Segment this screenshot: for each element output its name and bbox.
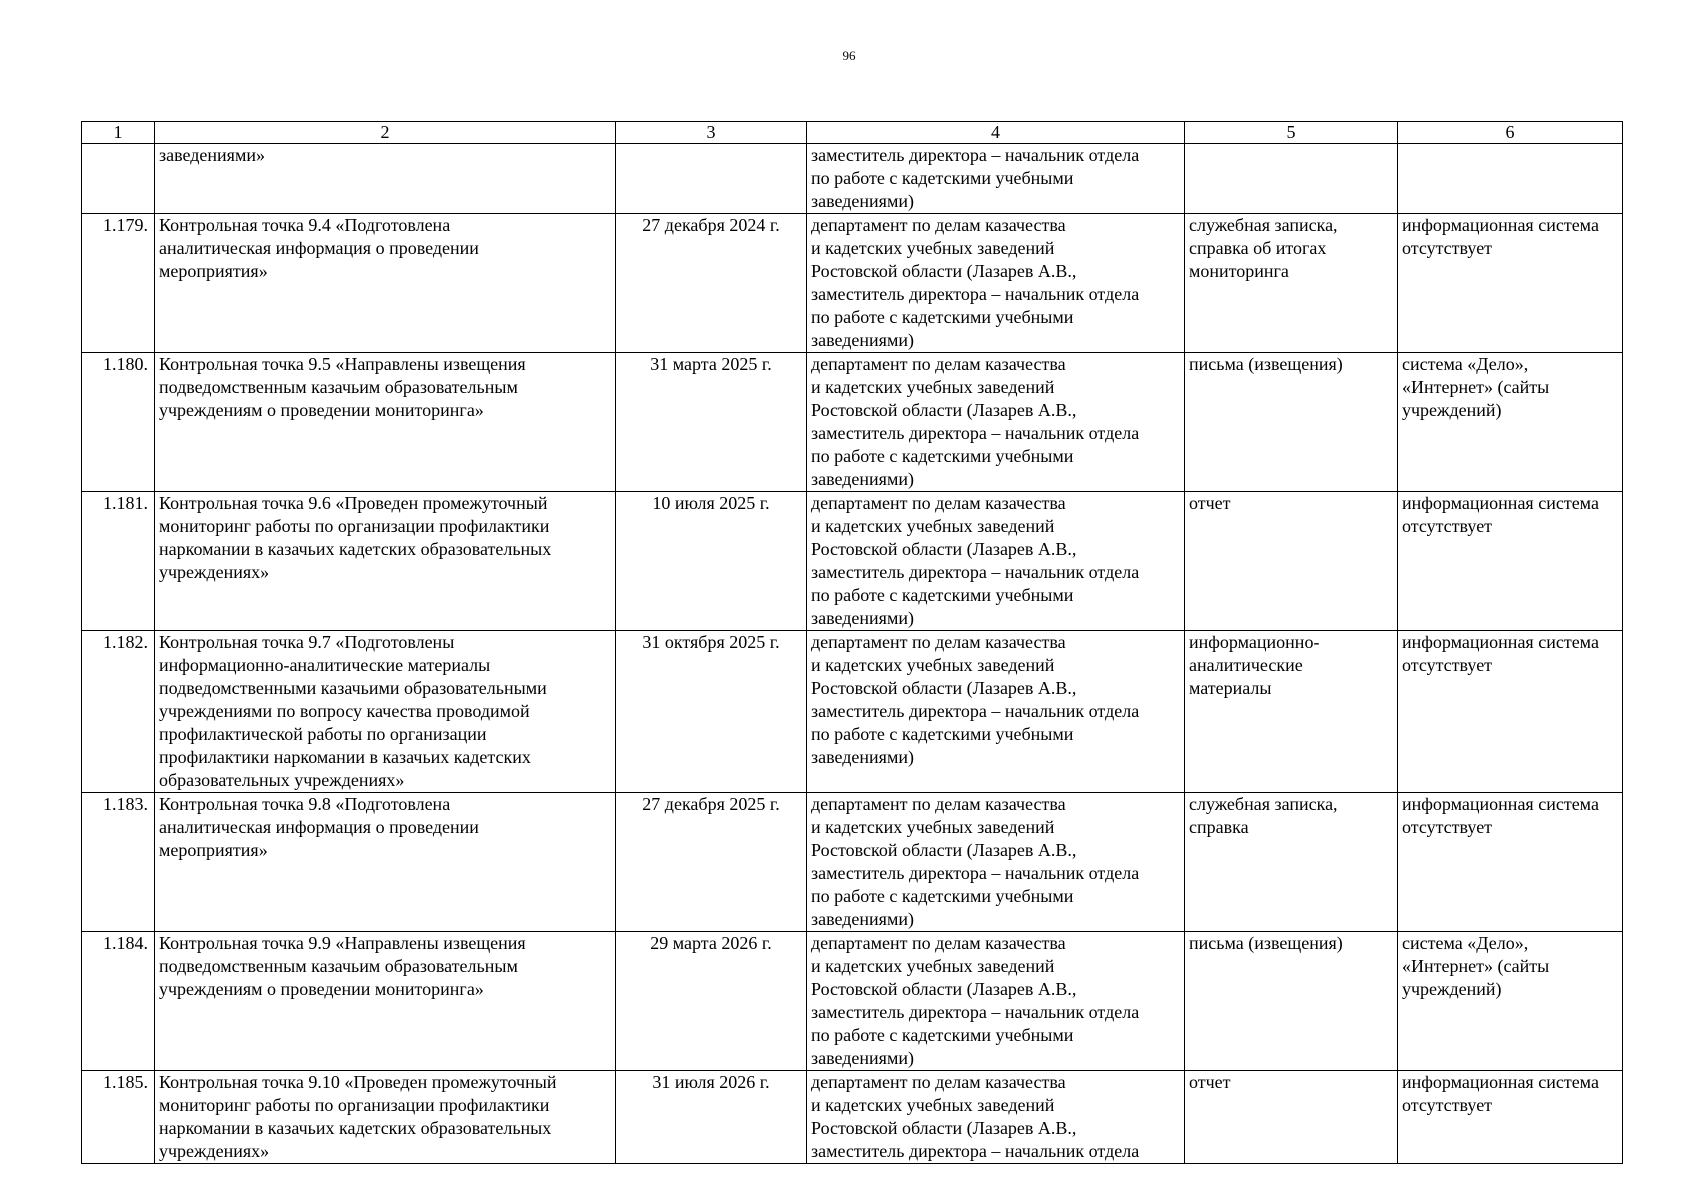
row-name: заведениями»	[155, 144, 616, 214]
row-document: служебная записка, справка об итогах мониторинга	[1185, 214, 1398, 353]
row-number: 1.183.	[82, 793, 155, 932]
row-number	[82, 144, 155, 214]
row-number: 1.185.	[82, 1071, 155, 1164]
row-system: информационная система отсутствует	[1398, 793, 1623, 932]
row-document: отчет	[1185, 492, 1398, 631]
row-number: 1.179.	[82, 214, 155, 353]
row-name: Контрольная точка 9.9 «Направлены извещения подведомственным казачьим образовательным учреждениям о проведении мониторинга»	[155, 932, 616, 1071]
row-name: Контрольная точка 9.10 «Проведен промежуточный мониторинг работы по организации профилактики наркомании в казачьих кадетских образовательных учреждениях»	[155, 1071, 616, 1164]
row-responsible: департамент по делам казачества и кадетских учебных заведений Ростовской области (Лазарев А.В., заместитель директора – начальник отдела по работе с кадетскими учебными заведениями)	[807, 214, 1185, 353]
row-system	[1398, 144, 1623, 214]
row-document: письма (извещения)	[1185, 932, 1398, 1071]
page-number: 96	[842, 48, 856, 63]
row-date: 27 декабря 2025 г.	[616, 793, 807, 932]
row-date: 10 июля 2025 г.	[616, 492, 807, 631]
row-number: 1.180.	[82, 353, 155, 492]
row-responsible: департамент по делам казачества и кадетских учебных заведений Ростовской области (Лазарев А.В., заместитель директора – начальник отдела по работе с кадетскими учебными заведениями)	[807, 492, 1185, 631]
row-system: система «Дело», «Интернет» (сайты учреждений)	[1398, 353, 1623, 492]
row-responsible: департамент по делам казачества и кадетских учебных заведений Ростовской области (Лазарев А.В., заместитель директора – начальник отдела по работе с кадетскими учебными заведениями)	[807, 793, 1185, 932]
row-system: система «Дело», «Интернет» (сайты учреждений)	[1398, 932, 1623, 1071]
row-document: письма (извещения)	[1185, 353, 1398, 492]
row-name: Контрольная точка 9.6 «Проведен промежуточный мониторинг работы по организации профилактики наркомании в казачьих кадетских образовательных учреждениях»	[155, 492, 616, 631]
row-date: 29 марта 2026 г.	[616, 932, 807, 1071]
col-header-6: 6	[1398, 122, 1623, 144]
row-date: 31 октября 2025 г.	[616, 631, 807, 793]
col-header-5: 5	[1185, 122, 1398, 144]
row-responsible: заместитель директора – начальник отдела по работе с кадетскими учебными заведениями)	[807, 144, 1185, 214]
row-date: 27 декабря 2024 г.	[616, 214, 807, 353]
row-responsible: департамент по делам казачества и кадетских учебных заведений Ростовской области (Лазарев А.В., заместитель директора – начальник отдела по работе с кадетскими учебными заведениями)	[807, 631, 1185, 793]
row-responsible: департамент по делам казачества и кадетских учебных заведений Ростовской области (Лазарев А.В., заместитель директора – начальник отдела по работе с кадетскими учебными заведениями)	[807, 353, 1185, 492]
table-row	[82, 932, 1623, 1071]
row-date	[616, 144, 807, 214]
row-number: 1.182.	[82, 631, 155, 793]
row-name: Контрольная точка 9.5 «Направлены извещения подведомственным казачьим образовательным учреждениям о проведении мониторинга»	[155, 353, 616, 492]
row-responsible: департамент по делам казачества и кадетских учебных заведений Ростовской области (Лазарев А.В., заместитель директора – начальник отдела по работе с кадетскими учебными заведениями)	[807, 932, 1185, 1071]
row-system: информационная система отсутствует	[1398, 214, 1623, 353]
row-name: Контрольная точка 9.8 «Подготовлена аналитическая информация о проведении мероприятия»	[155, 793, 616, 932]
row-system: информационная система отсутствует	[1398, 492, 1623, 631]
table-row	[82, 1071, 1623, 1164]
table-row	[82, 793, 1623, 932]
table-row	[82, 144, 1623, 214]
table-row	[82, 214, 1623, 353]
col-header-1: 1	[82, 122, 155, 144]
row-system: информационная система отсутствует	[1398, 1071, 1623, 1164]
row-number: 1.184.	[82, 932, 155, 1071]
col-header-2: 2	[155, 122, 616, 144]
row-number: 1.181.	[82, 492, 155, 631]
col-header-3: 3	[616, 122, 807, 144]
table-row	[82, 492, 1623, 631]
row-system: информационная система отсутствует	[1398, 631, 1623, 793]
row-date: 31 марта 2025 г.	[616, 353, 807, 492]
row-document: информационно- аналитические материалы	[1185, 631, 1398, 793]
row-name: Контрольная точка 9.7 «Подготовлены информационно-аналитические материалы подведомственными казачьими образовательными учреждениями по вопросу качества проводимой профилактической работы по организации профилактики наркомании в казачьих кадетских образовательных учреждениях»	[155, 631, 616, 793]
table-row	[82, 353, 1623, 492]
row-document	[1185, 144, 1398, 214]
table-row	[82, 631, 1623, 793]
row-name: Контрольная точка 9.4 «Подготовлена аналитическая информация о проведении мероприятия»	[155, 214, 616, 353]
row-date: 31 июля 2026 г.	[616, 1071, 807, 1164]
table-header-row	[82, 122, 1623, 144]
row-document: служебная записка, справка	[1185, 793, 1398, 932]
row-document: отчет	[1185, 1071, 1398, 1164]
row-responsible: департамент по делам казачества и кадетских учебных заведений Ростовской области (Лазарев А.В., заместитель директора – начальник отдела	[807, 1071, 1185, 1164]
plan-table	[81, 121, 1623, 1164]
col-header-4: 4	[807, 122, 1185, 144]
